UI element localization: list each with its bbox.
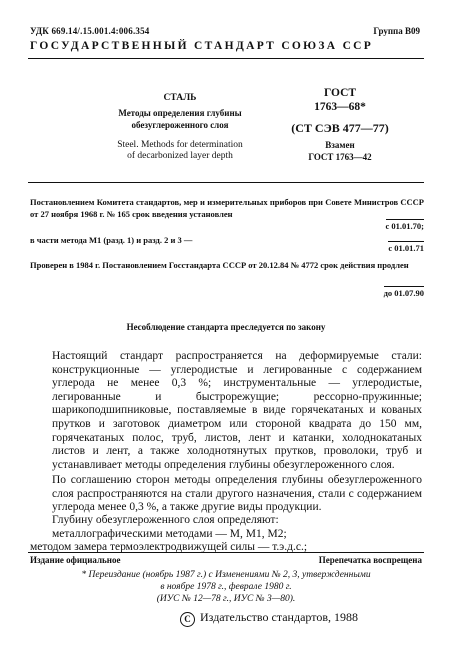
title-steel: СТАЛЬ bbox=[163, 93, 197, 103]
st-sev-number: (СТ СЭВ 477—77) bbox=[291, 121, 389, 135]
standard-banner: ГОСУДАРСТВЕННЫЙ СТАНДАРТ СОЮЗА ССР bbox=[30, 40, 374, 52]
paragraph-2: По соглашению сторон методы определения глубины обезуглероженного слоя распространяются на стали другого назначения, стали с содержанием углерода менее 0,3 %, а также другие виды продукции. bbox=[52, 474, 422, 514]
date-1: с 01.01.70; bbox=[385, 221, 424, 231]
title-en-line-1: Steel. Methods for determination bbox=[117, 140, 243, 150]
paragraph-methods bbox=[30, 514, 422, 555]
copyright-text: Издательство стандартов, 1988 bbox=[200, 610, 358, 624]
footer-rule bbox=[28, 552, 424, 553]
group-code: Группа В09 bbox=[373, 26, 420, 36]
paragraph-3: Глубину обезуглероженного слоя определяют: bbox=[52, 514, 279, 526]
date-intro-1 bbox=[386, 221, 424, 231]
date-3: до 01.07.90 bbox=[383, 288, 424, 298]
gost-block bbox=[275, 86, 405, 114]
paragraph-scope bbox=[30, 350, 422, 472]
law-notice: Несоблюдение стандарта преследуется по закону bbox=[126, 322, 326, 332]
reprint-prohibited: Перепечатка воспрещена bbox=[318, 555, 422, 565]
gost-label: ГОСТ bbox=[323, 87, 357, 99]
title-en bbox=[95, 140, 265, 162]
copyright bbox=[180, 610, 358, 627]
replaced-gost: ГОСТ 1763—42 bbox=[308, 152, 372, 162]
reissue-line-3: (ИУС № 12—78 г., ИУС № 3—80). bbox=[156, 594, 296, 604]
udk-code: УДК 669.14/.15.001.4:006.354 bbox=[30, 26, 150, 36]
title-ru-line-1: Методы определения глубины bbox=[118, 108, 242, 118]
reissue-line-2: в ноябре 1978 г., феврале 1980 г. bbox=[160, 582, 292, 592]
date-intro-2 bbox=[388, 243, 424, 253]
decree-text: Постановлением Комитета стандартов, мер и измерительных приборов при Совете Министров СССР от 27 ноября 1968 г. № 165 срок введения установлен bbox=[30, 197, 424, 219]
paragraph-agreement bbox=[30, 474, 422, 515]
paragraph-4: металлографическими методами — М, М1, М2; bbox=[52, 527, 287, 540]
reissue-note bbox=[30, 569, 422, 605]
gost-number: 1763—68* bbox=[314, 101, 366, 113]
title-ru-line-2: обезуглероженного слоя bbox=[131, 120, 229, 130]
replaced-block bbox=[275, 139, 405, 163]
title-en-line-2: of decarbonized layer depth bbox=[127, 151, 233, 161]
method-line: в части метода М1 (разд. 1) и разд. 2 и 3 — bbox=[30, 235, 193, 245]
reissue-line-1: * Переиздание (ноябрь 1987 г.) с Изменениями № 2, 3, утвержденными bbox=[81, 570, 371, 580]
checked-text: Проверен в 1984 г. Постановлением Госстандарта СССР от 20.12.84 № 4772 срок действия продлен bbox=[30, 260, 409, 270]
official-edition: Издание официальное bbox=[30, 555, 121, 565]
header-rule bbox=[28, 58, 424, 59]
copyright-icon: C bbox=[180, 612, 195, 627]
date-2: с 01.01.71 bbox=[388, 243, 424, 253]
instead-label: Взамен bbox=[325, 140, 355, 150]
title-ru-subtitle bbox=[95, 107, 265, 131]
paragraph-1: Настоящий стандарт распространяется на деформируемые стали: конструкционные — углеродистые и легированные с содержанием углерода не менее 0,3 %; инструментальные — углеродистые, легированные и быстрорежущие; рессорно-пружинные; шарикоподшипниковые, поставляемые в виде горячекатаных и кованых прутков и заготовок диаметром или стороной квадрата до 150 мм, горячекатаных полос, труб, листов, лент и катанки, холоднокатаных листов и лент, а также холоднотянутых прутков, проволоки, труб и устанавливает методы определения глубины обезуглероженного слоя. bbox=[52, 350, 422, 471]
date-extend bbox=[384, 288, 424, 298]
paragraph-5: методом замера термоэлектродвижущей силы — т.э.д.с.; bbox=[30, 541, 308, 554]
title-rule bbox=[28, 182, 424, 183]
